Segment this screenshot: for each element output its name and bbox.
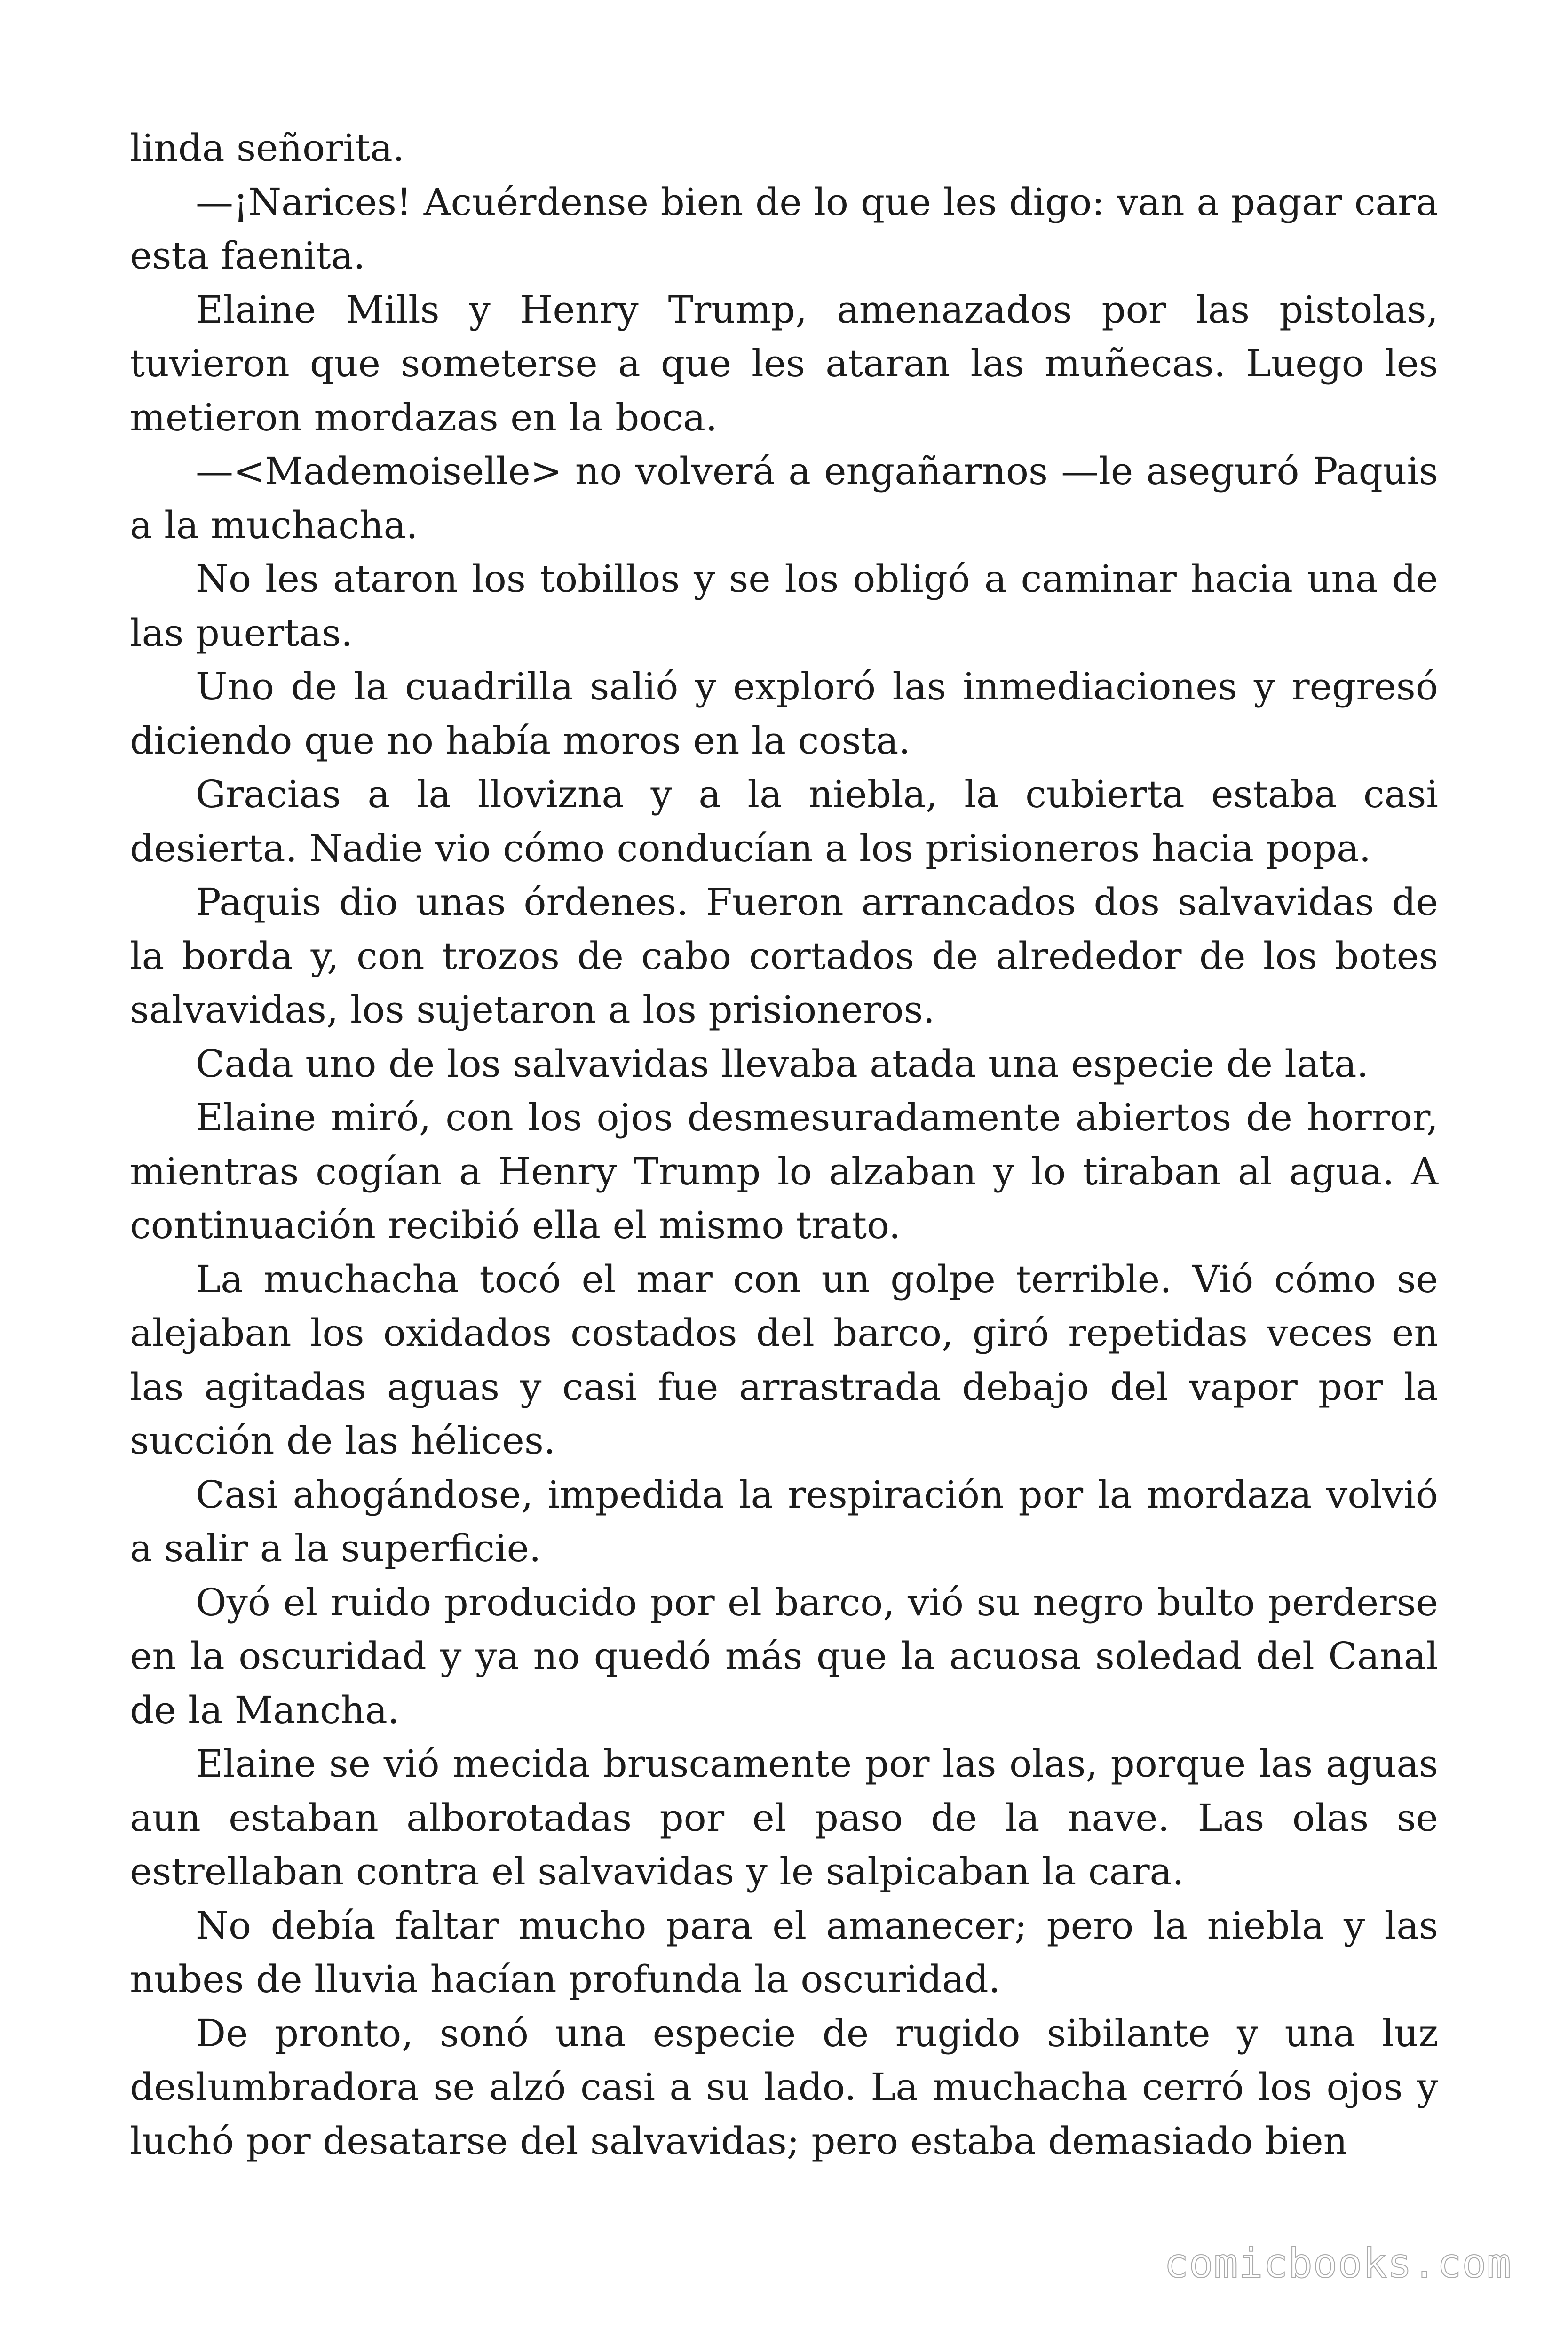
body-text (130, 121, 1438, 2168)
paragraph: Oyó el ruido producido por el barco, vió su negro bulto perderse en la oscuridad y ya no quedó más que la acuosa soledad del Canal de la Mancha. (130, 1580, 1438, 1732)
paragraph: —¡Narices! Acuérdense bien de lo que les digo: van a pagar cara esta faenita. (130, 180, 1438, 278)
paragraph: La muchacha tocó el mar con un golpe terrible. Vió cómo se alejaban los oxidados costados del barco, giró repetidas veces en las agitadas aguas y casi fue arrastrada debajo del vapor por la succión de las hélices. (130, 1257, 1438, 1462)
paragraph: No debía faltar mucho para el amanecer; pero la niebla y las nubes de lluvia hacían profunda la oscuridad. (130, 1903, 1438, 2001)
paragraph: De pronto, sonó una especie de rugido sibilante y una luz deslumbradora se alzó casi a su lado. La muchacha cerró los ojos y luchó por desatarse del salvavidas; pero estaba demasiado bien (130, 2011, 1438, 2163)
paragraph: No les ataron los tobillos y se los obligó a caminar hacia una de las puertas. (130, 557, 1438, 655)
paragraph: linda señorita. (130, 126, 405, 170)
site-watermark: comicbooks.com (1164, 2240, 1512, 2287)
paragraph: Elaine Mills y Henry Trump, amenazados por las pistolas, tuvieron que someterse a que les ataran las muñecas. Luego les metieron mordazas en la boca. (130, 287, 1438, 439)
paragraph: Elaine se vió mecida bruscamente por las olas, porque las aguas aun estaban alborotadas por el paso de la nave. Las olas se estrellaban contra el salvavidas y le salpicaban la cara. (130, 1742, 1438, 1893)
paragraph: Casi ahogándose, impedida la respiración por la mordaza volvió a salir a la superficie. (130, 1472, 1438, 1570)
paragraph: —<Mademoiselle> no volverá a engañarnos —le aseguró Paquis a la muchacha. (130, 449, 1438, 547)
paragraph: Gracias a la llovizna y a la niebla, la cubierta estaba casi desierta. Nadie vio cómo conducían a los prisioneros hacia popa. (130, 772, 1438, 870)
paragraph: Elaine miró, con los ojos desmesuradamente abiertos de horror, mientras cogían a Henry Trump lo alzaban y lo tiraban al agua. A continuación recibió ella el mismo trato. (130, 1096, 1438, 1247)
paragraph: Uno de la cuadrilla salió y exploró las inmediaciones y regresó diciendo que no había moros en la costa. (130, 665, 1438, 763)
paragraph: Paquis dio unas órdenes. Fueron arrancados dos salvavidas de la borda y, con trozos de cabo cortados de alrededor de los botes salvavidas, los sujetaron a los prisioneros. (130, 880, 1438, 1032)
paragraph: Cada uno de los salvavidas llevaba atada una especie de lata. (196, 1041, 1369, 1086)
